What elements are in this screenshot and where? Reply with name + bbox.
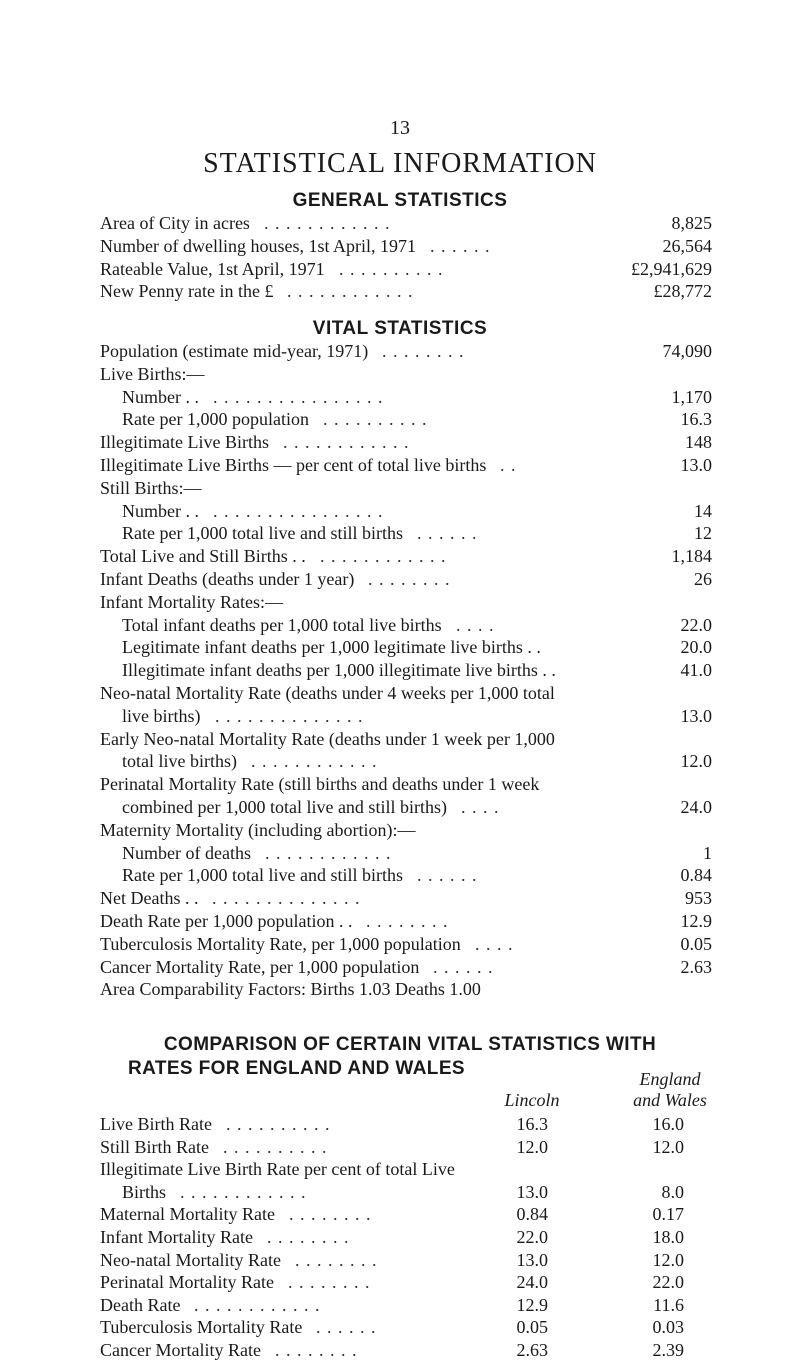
vital-statistics-table bbox=[100, 340, 712, 1001]
row-value: 41.0 bbox=[680, 660, 712, 681]
table-row bbox=[100, 796, 712, 819]
table-row bbox=[100, 956, 712, 979]
comparison-table bbox=[100, 1113, 720, 1362]
row-value: 74,090 bbox=[662, 341, 712, 361]
row-label: Number . . bbox=[122, 500, 199, 521]
row-label: Still Birth Rate bbox=[100, 1136, 210, 1157]
table-row bbox=[100, 842, 712, 865]
row-label: Maternity Mortality (including abortion):— bbox=[100, 819, 416, 840]
row-label: Number of deaths bbox=[122, 842, 251, 863]
row-label: Cancer Mortality Rate, per 1,000 population bbox=[100, 956, 420, 977]
leader-dots: . . . . . . . . . . . . . . . . bbox=[213, 386, 384, 407]
row-label: Area Comparability Factors: Births 1.03 Deaths 1.00 bbox=[100, 979, 481, 1000]
table-row bbox=[100, 682, 712, 705]
row-value: 13.0 bbox=[680, 454, 712, 475]
lincoln-value: 12.0 bbox=[516, 1136, 548, 1157]
row-label: Perinatal Mortality Rate (still births and deaths under 1 week bbox=[100, 774, 540, 795]
leader-dots: . . . . . . . . . . bbox=[323, 409, 428, 430]
row-value: 1,184 bbox=[671, 546, 712, 567]
row-label: total live births) bbox=[122, 751, 237, 772]
row-label: Illegitimate Live Birth Rate per cent of total Live bbox=[100, 1159, 455, 1180]
table-row bbox=[100, 659, 712, 682]
row-label: Infant Deaths (deaths under 1 year) bbox=[100, 568, 355, 589]
table-row bbox=[100, 705, 712, 728]
lincoln-value: 24.0 bbox=[516, 1272, 548, 1293]
england-wales-value: 11.6 bbox=[653, 1294, 684, 1315]
row-label: Tuberculosis Mortality Rate, per 1,000 population bbox=[100, 933, 461, 954]
column-header-england-line-1: England bbox=[639, 1069, 701, 1089]
row-label: Live Births:— bbox=[100, 363, 205, 384]
row-label: Total Live and Still Births . . bbox=[100, 546, 306, 567]
lincoln-value: 12.9 bbox=[516, 1294, 548, 1315]
table-row bbox=[100, 591, 712, 614]
comparison-heading-line-2: RATES FOR ENGLAND AND WALES bbox=[128, 1058, 465, 1079]
table-row bbox=[100, 522, 712, 545]
table-row bbox=[100, 819, 712, 842]
england-wales-value: 12.0 bbox=[652, 1136, 684, 1157]
table-row bbox=[100, 864, 712, 887]
row-value: 12.0 bbox=[680, 751, 712, 772]
leader-dots: . . . . . . . . . . . . bbox=[251, 751, 378, 772]
lincoln-value: 2.63 bbox=[516, 1339, 548, 1360]
table-row bbox=[100, 750, 712, 773]
row-value: 13.0 bbox=[680, 705, 712, 726]
row-value: 12 bbox=[694, 523, 712, 544]
row-label: Death Rate per 1,000 population . . bbox=[100, 910, 353, 931]
leader-dots: . . . . bbox=[475, 933, 514, 954]
table-row bbox=[100, 408, 712, 431]
table-row bbox=[100, 1316, 720, 1339]
table-row bbox=[100, 431, 712, 454]
row-label: Early Neo-natal Mortality Rate (deaths under 1 week per 1,000 bbox=[100, 728, 555, 749]
table-row bbox=[100, 500, 712, 523]
leader-dots: . . . . . . bbox=[417, 523, 478, 544]
row-value: 0.84 bbox=[680, 865, 712, 886]
leader-dots: . . . . . . . . bbox=[288, 1272, 371, 1293]
row-label: Total infant deaths per 1,000 total live births bbox=[122, 614, 442, 635]
table-row bbox=[100, 1136, 720, 1159]
lincoln-value: 22.0 bbox=[516, 1226, 548, 1247]
row-label: Legitimate infant deaths per 1,000 legitimate live births . . bbox=[122, 637, 541, 658]
row-label: live births) bbox=[122, 705, 201, 726]
row-label: Live Birth Rate bbox=[100, 1114, 212, 1134]
leader-dots: . . . . bbox=[456, 614, 495, 635]
leader-dots: . . . . . . . . bbox=[382, 341, 465, 361]
table-row bbox=[100, 1158, 720, 1181]
row-value: 24.0 bbox=[680, 796, 712, 817]
leader-dots: . . . . . . . . . . bbox=[339, 258, 444, 279]
general-statistics-heading: GENERAL STATISTICS bbox=[292, 190, 508, 211]
leader-dots: . . . . . . . . . . . . bbox=[264, 213, 391, 233]
leader-dots: . . . . . . . . . . bbox=[226, 1114, 331, 1134]
lincoln-value: 13.0 bbox=[516, 1181, 548, 1202]
england-wales-value: 0.03 bbox=[652, 1317, 684, 1338]
table-row bbox=[100, 773, 712, 796]
table-row bbox=[100, 887, 712, 910]
row-label: Illegitimate infant deaths per 1,000 illegitimate live births . . bbox=[122, 660, 556, 681]
england-wales-value: 0.17 bbox=[652, 1204, 684, 1225]
table-row bbox=[100, 477, 712, 500]
row-label: Area of City in acres bbox=[100, 213, 250, 233]
comparison-heading-line-1: COMPARISON OF CERTAIN VITAL STATISTICS WITH bbox=[163, 1034, 657, 1055]
england-wales-value: 18.0 bbox=[652, 1226, 684, 1247]
table-row bbox=[100, 1113, 720, 1136]
leader-dots: . . . . . . . . bbox=[368, 568, 451, 589]
row-label: Illegitimate Live Births bbox=[100, 432, 269, 453]
table-row bbox=[100, 568, 712, 591]
table-row bbox=[100, 1294, 720, 1317]
table-row bbox=[100, 363, 712, 386]
row-value: £28,772 bbox=[653, 281, 712, 302]
row-value: 953 bbox=[685, 888, 712, 909]
table-row bbox=[100, 978, 712, 1001]
leader-dots: . . . . . . . . . . . . . . bbox=[215, 705, 364, 726]
table-row bbox=[100, 1226, 720, 1249]
leader-dots: . . . . . . bbox=[417, 865, 478, 886]
table-row bbox=[100, 910, 712, 933]
row-label: Cancer Mortality Rate bbox=[100, 1339, 261, 1360]
row-label: Rate per 1,000 total live and still births bbox=[122, 865, 403, 886]
row-value: 26 bbox=[694, 568, 712, 589]
table-row bbox=[100, 1271, 720, 1294]
row-label: Net Deaths . . bbox=[100, 888, 199, 909]
table-row bbox=[100, 212, 712, 235]
row-label: Number of dwelling houses, 1st April, 1971 bbox=[100, 235, 416, 256]
table-row bbox=[100, 545, 712, 568]
column-header-england-line-2: and Wales bbox=[633, 1090, 707, 1110]
page-number: 13 bbox=[390, 117, 410, 139]
table-row bbox=[100, 386, 712, 409]
leader-dots: . . . . . . . . bbox=[275, 1339, 358, 1360]
leader-dots: . . . . . . . . bbox=[289, 1204, 372, 1225]
row-value: £2,941,629 bbox=[631, 258, 712, 279]
leader-dots: . . . . . . . . . . . . . . bbox=[212, 888, 361, 909]
leader-dots: . . . . . . bbox=[430, 235, 491, 256]
row-value: 148 bbox=[685, 432, 712, 453]
row-value: 1 bbox=[703, 842, 712, 863]
table-row bbox=[100, 1203, 720, 1226]
england-wales-value: 12.0 bbox=[652, 1249, 684, 1270]
leader-dots: . . . . . . . . . . . . bbox=[180, 1181, 307, 1202]
row-label: Maternal Mortality Rate bbox=[100, 1204, 275, 1225]
lincoln-value: 0.05 bbox=[516, 1317, 548, 1338]
table-row bbox=[100, 728, 712, 751]
table-row bbox=[100, 258, 712, 281]
row-value: 20.0 bbox=[680, 637, 712, 658]
row-label: Rate per 1,000 total live and still births bbox=[122, 523, 403, 544]
leader-dots: . . bbox=[500, 454, 517, 475]
row-label: Perinatal Mortality Rate bbox=[100, 1272, 274, 1293]
row-label: Births bbox=[122, 1181, 167, 1202]
table-row bbox=[100, 454, 712, 477]
england-wales-value: 2.39 bbox=[652, 1339, 684, 1360]
row-value: 14 bbox=[694, 500, 712, 521]
england-wales-value: 8.0 bbox=[661, 1181, 684, 1202]
row-label: Number . . bbox=[122, 386, 199, 407]
row-value: 26,564 bbox=[662, 235, 712, 256]
lincoln-value: 13.0 bbox=[516, 1249, 548, 1270]
leader-dots: . . . . . . . . bbox=[295, 1249, 378, 1270]
leader-dots: . . . . . . . . . . . . bbox=[320, 546, 447, 567]
leader-dots: . . . . . . . . bbox=[267, 1226, 350, 1247]
row-value: 1,170 bbox=[671, 386, 712, 407]
row-label: Infant Mortality Rates:— bbox=[100, 591, 283, 612]
lincoln-value: 16.3 bbox=[516, 1114, 548, 1134]
row-value: 22.0 bbox=[680, 614, 712, 635]
leader-dots: . . . . . . . . . . bbox=[223, 1136, 328, 1157]
leader-dots: . . . . . . bbox=[316, 1317, 377, 1338]
row-label: Population (estimate mid-year, 1971) bbox=[100, 341, 369, 361]
table-row bbox=[100, 1181, 720, 1204]
leader-dots: . . . . . . . . . . . . bbox=[194, 1294, 321, 1315]
vital-statistics-heading: VITAL STATISTICS bbox=[312, 318, 488, 339]
table-row bbox=[100, 636, 712, 659]
row-label: Still Births:— bbox=[100, 477, 202, 498]
row-label: Neo-natal Mortality Rate bbox=[100, 1249, 281, 1270]
england-wales-value: 16.0 bbox=[652, 1114, 684, 1134]
row-label: New Penny rate in the £ bbox=[100, 281, 274, 302]
leader-dots: . . . . bbox=[461, 796, 500, 817]
row-value: 8,825 bbox=[671, 213, 712, 233]
row-label: Neo-natal Mortality Rate (deaths under 4 weeks per 1,000 total bbox=[100, 682, 555, 703]
general-statistics-table bbox=[100, 212, 712, 303]
leader-dots: . . . . . . bbox=[433, 956, 494, 977]
row-label: Rate per 1,000 population bbox=[122, 409, 309, 430]
leader-dots: . . . . . . . . bbox=[366, 910, 449, 931]
page-title: STATISTICAL INFORMATION bbox=[203, 148, 597, 179]
row-value: 2.63 bbox=[680, 956, 712, 977]
table-row bbox=[100, 340, 712, 363]
table-row bbox=[100, 1339, 720, 1362]
row-label: Illegitimate Live Births — per cent of total live births bbox=[100, 454, 487, 475]
table-row bbox=[100, 933, 712, 956]
england-wales-value: 22.0 bbox=[652, 1272, 684, 1293]
row-label: Rateable Value, 1st April, 1971 bbox=[100, 258, 325, 279]
row-label: Death Rate bbox=[100, 1294, 181, 1315]
column-header-lincoln: Lincoln bbox=[504, 1090, 560, 1110]
row-value: 0.05 bbox=[680, 933, 712, 954]
row-value: 12.9 bbox=[680, 910, 712, 931]
leader-dots: . . . . . . . . . . . . bbox=[283, 432, 410, 453]
table-row bbox=[100, 280, 712, 303]
table-row bbox=[100, 614, 712, 637]
leader-dots: . . . . . . . . . . . . . . . . bbox=[213, 500, 384, 521]
table-row bbox=[100, 1249, 720, 1272]
row-value: 16.3 bbox=[680, 409, 712, 430]
row-label: Tuberculosis Mortality Rate bbox=[100, 1317, 303, 1338]
table-row bbox=[100, 235, 712, 258]
leader-dots: . . . . . . . . . . . . bbox=[265, 842, 392, 863]
lincoln-value: 0.84 bbox=[516, 1204, 548, 1225]
leader-dots: . . . . . . . . . . . . bbox=[287, 281, 414, 302]
row-label: Infant Mortality Rate bbox=[100, 1226, 253, 1247]
row-label: combined per 1,000 total live and still births) bbox=[122, 796, 447, 817]
